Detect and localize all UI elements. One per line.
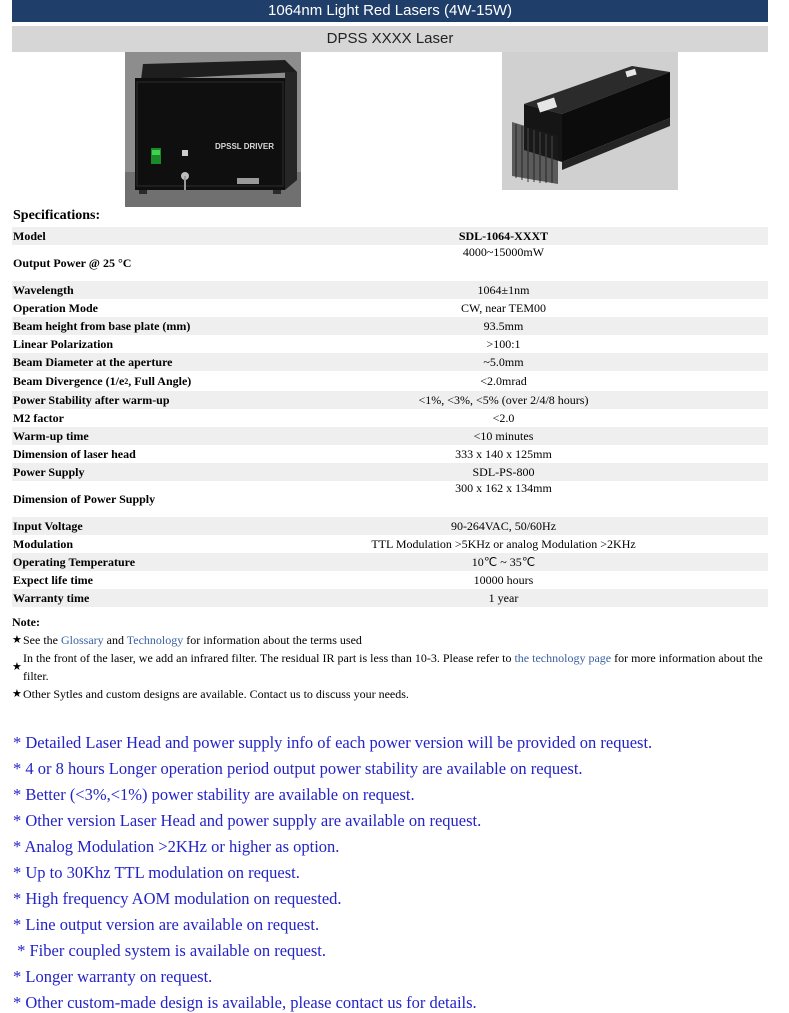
spec-row-life-time [12, 571, 768, 589]
spec-row-operation-mode [12, 299, 768, 317]
spec-row-input-voltage [12, 517, 768, 535]
spec-value: 10℃ ~ 35℃ [471, 554, 536, 569]
spec-value: 90-264VAC, 50/60Hz [450, 518, 557, 533]
spec-row-m2-factor [12, 409, 768, 427]
spec-value: 300 x 162 x 134mm [455, 481, 552, 495]
spec-label-superscript: 2 [124, 376, 129, 386]
request-item: * Fiber coupled system is available on request. [13, 941, 326, 960]
spec-label: Beam Diameter at the aperture [13, 354, 173, 369]
laser-head-photo [502, 52, 678, 190]
spec-value: <1%, <3%, <5% (over 2/4/8 hours) [418, 392, 589, 407]
note-text: Other Sytles and custom designs are available. Contact us to discuss your needs. [23, 687, 409, 701]
spec-value: SDL-PS-800 [472, 464, 535, 479]
spec-value: 4000~15000mW [462, 245, 545, 259]
spec-label: Power Stability after warm-up [13, 392, 170, 407]
note-item [12, 649, 768, 685]
note-item [12, 631, 768, 649]
driver-panel-label: DPSSL DRIVER [215, 142, 274, 151]
spec-value: SDL-1064-XXXT [458, 228, 549, 243]
note-text [23, 631, 768, 649]
spec-value: >100:1 [486, 336, 521, 351]
spec-row-output-power [12, 245, 768, 281]
spec-label: Operating Temperature [13, 554, 136, 569]
note-text [23, 649, 768, 685]
spec-label: Beam height from base plate (mm) [13, 318, 191, 333]
spec-row-power-supply-dimension [12, 481, 768, 517]
spec-label [12, 371, 242, 391]
request-item: * Up to 30Khz TTL modulation on request. [13, 863, 300, 882]
spec-row-beam-height [12, 317, 768, 335]
spec-label: Power Supply [13, 464, 85, 479]
spec-row-operating-temperature [12, 553, 768, 571]
note-text-part: for more information about the filter. [23, 651, 763, 683]
spec-row-laser-head-dimension [12, 445, 768, 463]
request-item: * Better (<3%,<1%) power stability are available on request. [13, 785, 415, 804]
technology-page-link[interactable]: the technology page [514, 651, 612, 665]
spec-value: 93.5mm [483, 318, 524, 333]
spec-value: CW, near TEM00 [461, 300, 546, 315]
spec-value: <2.0 [492, 410, 515, 425]
star-icon: ★ [12, 634, 22, 646]
note-text-part: for information about the terms used [183, 633, 362, 647]
technology-link[interactable]: Technology [126, 633, 184, 647]
spec-row-beam-diameter [12, 353, 768, 371]
specifications-heading: Specifications: [13, 208, 101, 223]
spec-value: TTL Modulation >5KHz or analog Modulation >2KHz [371, 536, 636, 551]
laser-driver-illustration [125, 52, 301, 207]
spec-label: Modulation [13, 536, 74, 551]
on-request-list [13, 730, 773, 1013]
glossary-link[interactable]: Glossary [61, 633, 104, 647]
spec-row-wavelength [12, 281, 768, 299]
spec-label: M2 factor [13, 410, 64, 425]
spec-label: Input Voltage [13, 518, 83, 533]
spec-label: Model [13, 228, 46, 243]
laser-driver-photo [125, 52, 301, 207]
spec-row-power-stability [12, 391, 768, 409]
request-item: * High frequency AOM modulation on requested. [13, 889, 342, 908]
spec-label: Operation Mode [13, 300, 98, 315]
star-icon: ★ [12, 661, 22, 673]
spec-label: Wavelength [13, 282, 74, 297]
note-item [12, 685, 768, 703]
request-item: * Longer warranty on request. [13, 967, 213, 986]
notes-section [12, 614, 768, 703]
spec-value: <10 minutes [473, 428, 534, 443]
laser-head-illustration [502, 52, 678, 190]
request-item: * Detailed Laser Head and power supply info of each power version will be provided on request. [13, 733, 653, 752]
spec-value: 333 x 140 x 125mm [455, 446, 552, 461]
request-item: * Line output version are available on request. [13, 915, 320, 934]
page-title: 1064nm Light Red Lasers (4W-15W) [12, 0, 768, 22]
note-text-part: In the front of the laser, we add an infrared filter. The residual IR part is less than 10-3. Please refer to [23, 651, 515, 665]
star-icon: ★ [12, 688, 22, 700]
spec-label: Warm-up time [13, 428, 89, 443]
spec-label: Dimension of Power Supply [13, 491, 156, 506]
spec-row-model [12, 227, 768, 245]
spec-value: <2.0mrad [480, 373, 527, 388]
specifications-table [12, 227, 768, 607]
spec-label: Linear Polarization [13, 336, 114, 351]
spec-row-linear-polarization [12, 335, 768, 353]
note-text-part: and [103, 633, 127, 647]
notes-title: Note: [12, 615, 40, 629]
request-item: * Other version Laser Head and power supply are available on request. [13, 811, 482, 830]
spec-label-text-end: , Full Angle) [128, 373, 192, 388]
spec-label: Output Power @ 25 °C [13, 255, 132, 270]
product-subtitle: DPSS XXXX Laser [12, 26, 768, 52]
spec-value: 10000 hours [473, 572, 534, 587]
spec-row-modulation [12, 535, 768, 553]
spec-value: 1 year [488, 590, 519, 605]
spec-row-warranty-time [12, 589, 768, 607]
spec-row-beam-divergence [12, 371, 768, 391]
request-item: * Other custom-made design is available, please contact us for details. [13, 993, 477, 1012]
note-text-part: See the [23, 633, 61, 647]
spec-row-warm-up-time [12, 427, 768, 445]
spec-row-power-supply [12, 463, 768, 481]
request-item: * Analog Modulation >2KHz or higher as option. [13, 837, 340, 856]
spec-value: 1064±1nm [477, 282, 530, 297]
spec-value: ~5.0mm [483, 354, 524, 369]
spec-label: Warranty time [13, 590, 90, 605]
spec-label-text: Beam Divergence (1/e [13, 373, 125, 388]
spec-label: Expect life time [13, 572, 93, 587]
request-item: * 4 or 8 hours Longer operation period output power stability are available on request. [13, 759, 583, 778]
spec-label: Dimension of laser head [13, 446, 136, 461]
